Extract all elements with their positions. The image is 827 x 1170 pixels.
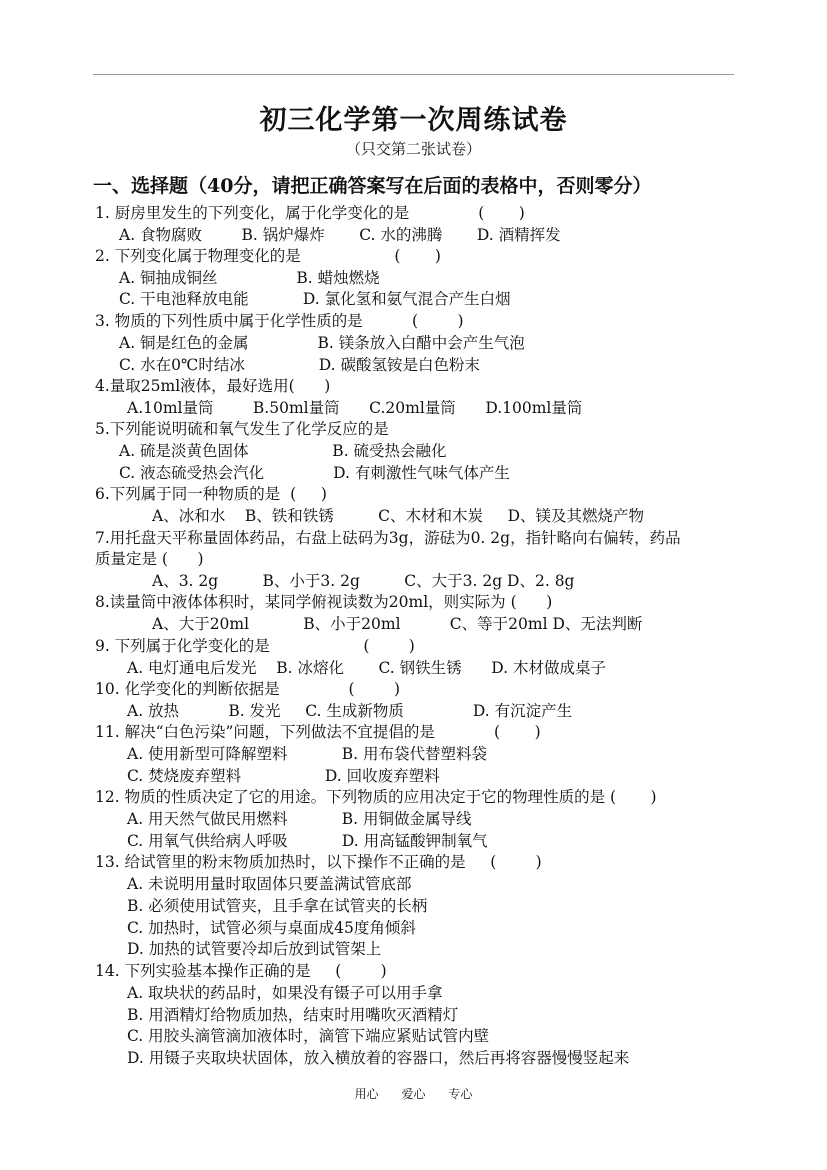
question-5-options-row-2: C. 液态硫受热会汽化 D. 有刺激性气味气体产生 xyxy=(119,464,510,482)
question-12-options-row-1: A. 用天然气做民用燃料 B. 用铜做金属导线 xyxy=(127,810,472,828)
question-4-options: A.10ml量筒 B.50ml量筒 C.20ml量筒 D.100ml量筒 xyxy=(127,399,583,417)
question-9-options: A. 电灯通电后发光 B. 冰熔化 C. 钢铁生锈 D. 木材做成桌子 xyxy=(127,659,606,677)
question-5-options-row-1: A. 硫是淡黄色固体 B. 硫受热会融化 xyxy=(119,442,447,460)
question-11-stem: 11. 解决“白色污染”问题，下列做法不宜提倡的是 ( ) xyxy=(95,723,541,741)
question-2-options-row-2: C. 干电池释放电能 D. 氯化氢和氨气混合产生白烟 xyxy=(119,290,511,308)
question-1-options: A. 食物腐败 B. 锅炉爆炸 C. 水的沸腾 D. 酒精挥发 xyxy=(119,226,561,244)
question-2-options-row-1: A. 铜抽成铜丝 B. 蜡烛燃烧 xyxy=(119,269,380,287)
question-10-options: A. 放热 B. 发光 C. 生成新物质 D. 有沉淀产生 xyxy=(127,702,573,720)
question-12-stem: 12. 物质的性质决定了它的用途。下列物质的应用决定于它的物理性质的是 ( ) xyxy=(95,788,657,806)
question-7-options: A、3. 2g B、小于3. 2g C、大于3. 2g D、2. 8g xyxy=(152,572,575,590)
page-title: 初三化学第一次周练试卷 xyxy=(259,105,568,136)
question-7-stem: 7.用托盘天平称量固体药品，右盘上砝码为3g，游砝为0. 2g，指针略向右偏转，药品 xyxy=(95,529,681,547)
question-10-stem: 10. 化学变化的判断依据是 ( ) xyxy=(95,680,401,698)
question-1-stem: 1. 厨房里发生的下列变化，属于化学变化的是 ( ) xyxy=(95,204,525,222)
question-13-option-b: B. 必须使用试管夹，且手拿在试管夹的长柄 xyxy=(127,897,428,915)
question-2-stem: 2. 下列变化属于物理变化的是 ( ) xyxy=(95,247,441,265)
question-14-option-b: B. 用酒精灯给物质加热，结束时用嘴吹灭酒精灯 xyxy=(127,1006,459,1024)
question-14-option-a: A. 取块状的药品时，如果没有镊子可以用手拿 xyxy=(127,984,443,1002)
question-13-option-c: C. 加热时，试管必须与桌面成45度角倾斜 xyxy=(127,919,416,937)
question-8-options: A、大于20ml B、小于20ml C、等于20ml D、无法判断 xyxy=(152,615,643,633)
question-13-stem: 13. 给试管里的粉末物质加热时，以下操作不正确的是 ( ) xyxy=(95,853,542,871)
question-12-options-row-2: C. 用氧气供给病人呼吸 D. 用高锰酸钾制氧气 xyxy=(127,832,488,850)
question-14-stem: 14. 下列实验基本操作正确的是 ( ) xyxy=(95,962,387,980)
header-rule xyxy=(93,74,734,75)
question-14-option-d: D. 用镊子夹取块状固体，放入横放着的容器口，然后再将容器慢慢竖起来 xyxy=(127,1049,630,1067)
question-3-options-row-2: C. 水在0℃时结冰 D. 碳酸氢铵是白色粉末 xyxy=(119,356,480,374)
question-8-stem: 8.读量筒中液体体积时，某同学俯视读数为20ml，则实际为 ( ) xyxy=(95,593,553,611)
question-11-options-row-2: C. 焚烧废弃塑料 D. 回收废弃塑料 xyxy=(127,767,440,785)
question-11-options-row-1: A. 使用新型可降解塑料 B. 用布袋代替塑料袋 xyxy=(127,745,487,763)
question-13-option-a: A. 未说明用量时取固体只要盖满试管底部 xyxy=(127,875,412,893)
section-heading: 一、选择题（40分，请把正确答案写在后面的表格中，否则零分） xyxy=(93,175,652,197)
question-3-stem: 3. 物质的下列性质中属于化学性质的是 ( ) xyxy=(95,312,464,330)
page-footer: 用心 爱心 专心 xyxy=(354,1087,473,1101)
question-4-stem: 4.量取25ml液体，最好选用( ) xyxy=(95,377,331,395)
question-5-stem: 5.下列能说明硫和氧气发生了化学反应的是 xyxy=(95,420,389,438)
question-14-option-c: C. 用胶头滴管滴加液体时，滴管下端应紧贴试管内壁 xyxy=(127,1027,490,1045)
page-subtitle: （只交第二张试卷） xyxy=(345,140,481,158)
question-6-stem: 6.下列属于同一种物质的是 ( ) xyxy=(95,485,327,503)
question-7-stem-continuation: 质量定是 ( ) xyxy=(95,550,204,568)
question-9-stem: 9. 下列属于化学变化的是 ( ) xyxy=(95,637,415,655)
question-3-options-row-1: A. 铜是红色的金属 B. 镁条放入白醋中会产生气泡 xyxy=(119,334,525,352)
question-13-option-d: D. 加热的试管要冷却后放到试管架上 xyxy=(127,940,382,958)
question-6-options: A、冰和水 B、铁和铁锈 C、木材和木炭 D、镁及其燃烧产物 xyxy=(152,507,645,525)
